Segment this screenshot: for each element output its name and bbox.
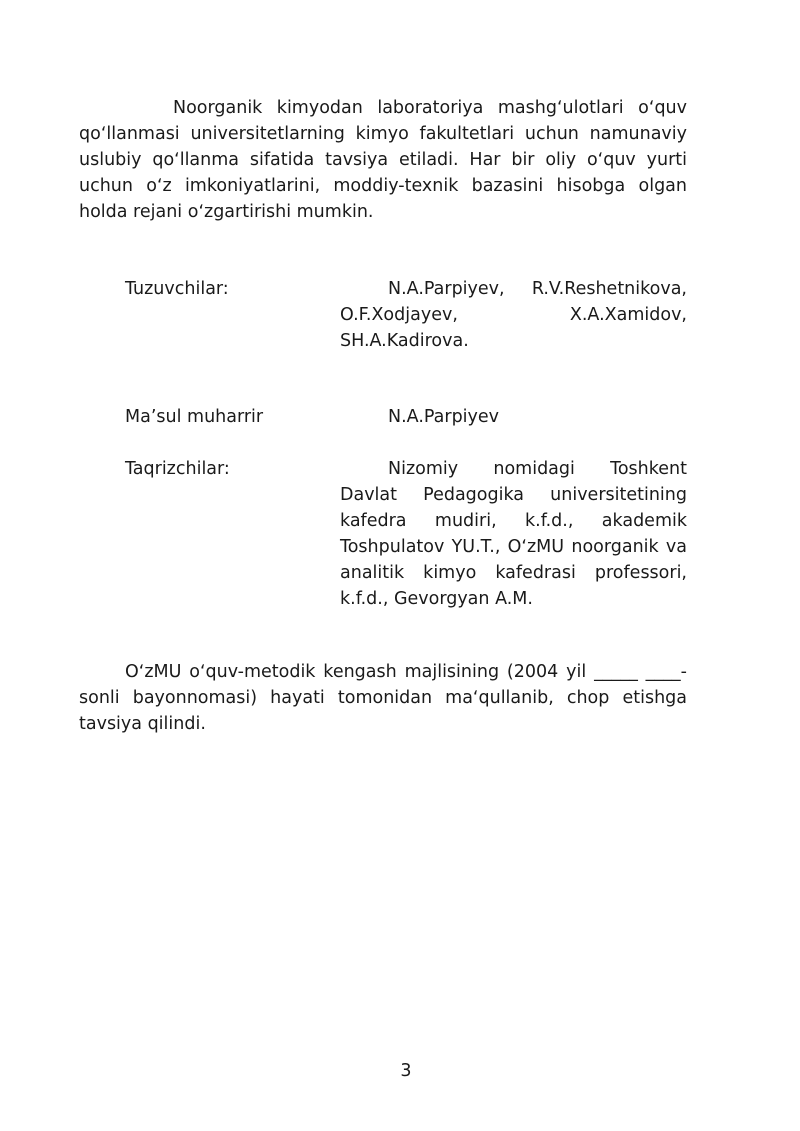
compilers-label: Tuzuvchilar: bbox=[125, 279, 229, 299]
editor-value bbox=[340, 404, 687, 430]
reviewers-value bbox=[340, 456, 687, 612]
editor-label: Ma’sul muharrir bbox=[125, 407, 264, 427]
approval-paragraph bbox=[79, 659, 687, 737]
editor-name: N.A.Parpiyev bbox=[388, 407, 500, 427]
reviewers-names: Nizomiy nomidagi Toshkent Davlat Pedagogika universitetining kafedra mudiri, k.f.d., akademik Toshpulatov YU.T., OʻzMU noorganik va analitik kimyo kafedrasi professori, k.f.d., Gevorgyan A.M. bbox=[340, 459, 687, 609]
intro-text: Noorganik kimyodan laboratoriya mashgʻulotlari oʻquv qoʻllanmasi universitetlarning kimyo fakultetlari uchun namunaviy uslubiy qoʻllanma sifatida tavsiya etiladi. Har bir oliy oʻquv yurti uchun oʻz imkoniyatlarini, moddiy-texnik bazasini hisobga olgan holda rejani oʻzgartirishi mumkin. bbox=[79, 98, 687, 222]
compilers-value bbox=[340, 276, 687, 354]
compilers-names: N.A.Parpiyev, R.V.Reshetnikova, O.F.Xodjayev, X.A.Xamidov, SH.A.Kadirova. bbox=[340, 279, 687, 351]
approval-text: OʻzMU oʻquv-metodik kengash majlisining (2004 yil _____ ____-sonli bayonnomasi) hayati tomonidan maʻqullanib, chop etishga tavsiya qilindi. bbox=[79, 662, 687, 734]
reviewers-label: Taqrizchilar: bbox=[125, 459, 230, 479]
page-number: 3 bbox=[400, 1061, 412, 1081]
intro-paragraph bbox=[79, 95, 687, 225]
